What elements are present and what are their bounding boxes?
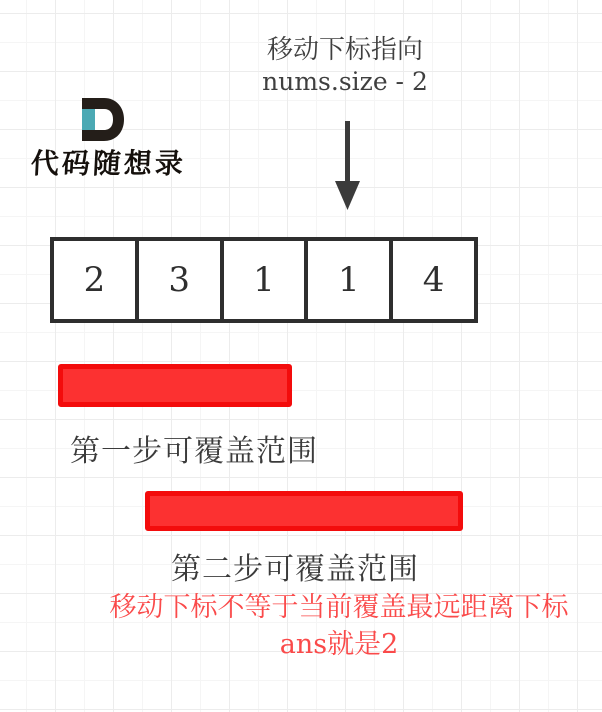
logo-title: 代码随想录 xyxy=(30,147,187,180)
coverage-label-step2: 第二步可覆盖范围 xyxy=(171,552,419,587)
heading-line2: nums.size - 2 xyxy=(262,67,428,96)
heading xyxy=(262,34,428,97)
logo-d-icon xyxy=(82,98,124,141)
array-cell: 4 xyxy=(422,260,445,300)
down-arrow-icon xyxy=(334,121,361,211)
coverage-bar-step2 xyxy=(145,491,463,531)
conclusion-note xyxy=(110,589,569,663)
array-cell: 2 xyxy=(54,241,139,319)
array-cell: 1 xyxy=(308,241,393,319)
note-line1: 移动下标不等于当前覆盖最远距离下标 xyxy=(109,592,569,623)
heading-line1: 移动下标指向 xyxy=(266,35,424,65)
array-cell: 3 xyxy=(139,241,224,319)
note-line2: ans就是2 xyxy=(279,629,399,660)
nums-array xyxy=(50,237,478,323)
coverage-label-step1: 第一步可覆盖范围 xyxy=(70,434,318,469)
coverage-bar-step1 xyxy=(58,364,292,407)
array-cell: 1 xyxy=(224,241,309,319)
